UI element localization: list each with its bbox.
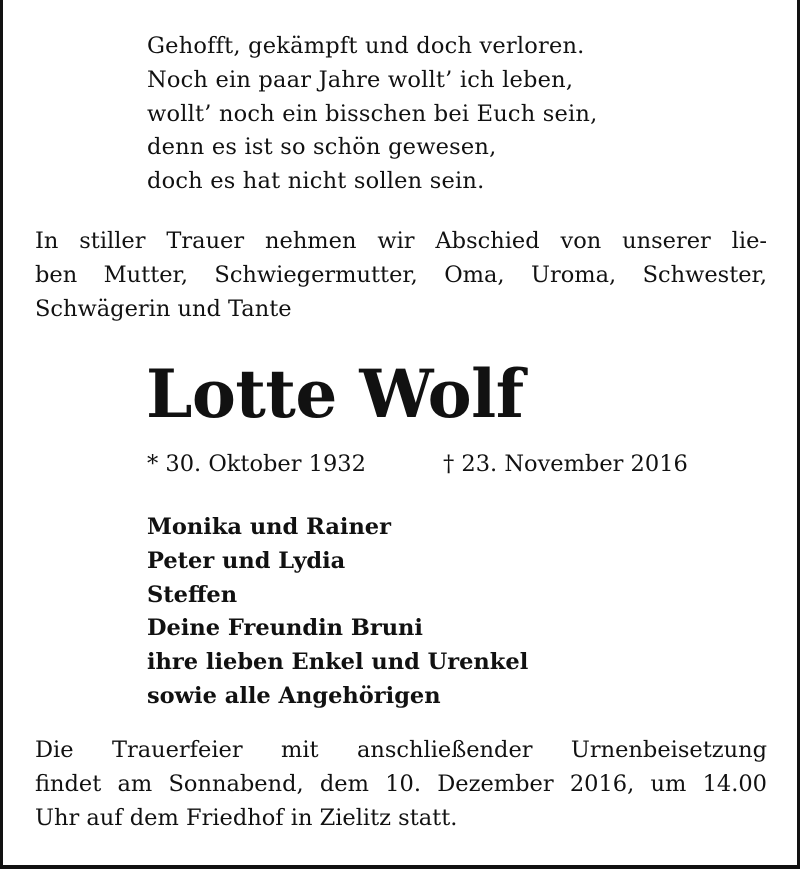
death-date: † 23. November 2016 (443, 451, 688, 477)
deceased-name: Lotte Wolf (146, 355, 524, 433)
service-line: Uhr auf dem Friedhof in Zielitz statt. (35, 804, 458, 831)
intro-text (35, 224, 767, 326)
life-dates (147, 448, 688, 480)
poem-line: Noch ein paar Jahre wollt’ ich leben, (147, 66, 574, 93)
funeral-service-text (35, 734, 767, 835)
mourners-list (147, 511, 528, 714)
poem-line: wollt’ noch ein bisschen bei Euch sein, (147, 100, 598, 127)
intro-line: In stiller Trauer nehmen wir Abschied von unserer lie- (35, 228, 767, 254)
service-line: Die Trauerfeier mit anschließender Urnenbeisetzung (35, 737, 767, 763)
poem-line: Gehofft, gekämpft und doch verloren. (147, 33, 585, 59)
mourner-line: ihre lieben Enkel und Urenkel (147, 649, 529, 676)
intro-line: Schwägerin und Tante (35, 296, 292, 322)
service-line: findet am Sonnabend, dem 10. Dezember 2016, um 14.00 (35, 770, 767, 797)
mourner-line: Peter und Lydia (147, 547, 346, 574)
birth-date: * 30. Oktober 1932 (147, 451, 366, 477)
poem-line: doch es hat nicht sollen sein. (147, 168, 485, 195)
mourner-line: sowie alle Angehörigen (147, 682, 441, 709)
mourner-line: Deine Freundin Bruni (147, 615, 423, 642)
poem-line: denn es ist so schön gewesen, (147, 134, 497, 161)
intro-line: ben Mutter, Schwiegermutter, Oma, Uroma, Schwester, (35, 262, 767, 288)
mourner-line: Monika und Rainer (147, 514, 391, 540)
mourner-line: Steffen (147, 581, 238, 608)
poem (147, 30, 597, 199)
